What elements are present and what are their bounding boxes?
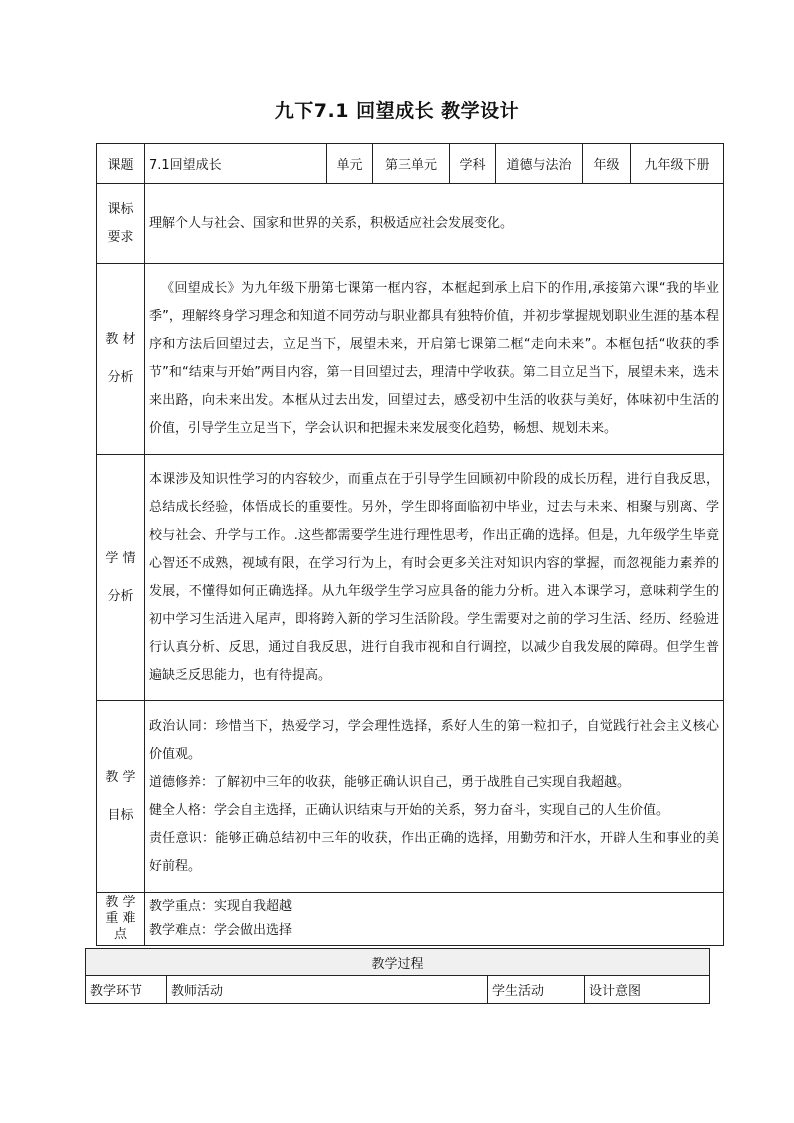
- students-label: 学 情 分析: [97, 455, 145, 701]
- goal-political: 政治认同：珍惜当下，热爱学习，学会理性选择，系好人生的第一粒扣子，自觉践行社会主义核心价值观。: [149, 718, 719, 762]
- header-row: [97, 144, 724, 184]
- course-value: 7.1回望成长: [145, 144, 327, 184]
- unit-value: 第三单元: [373, 144, 450, 184]
- grade-label: 年级: [583, 144, 631, 184]
- process-table: [85, 948, 710, 1004]
- col-student-activity: 学生活动: [488, 976, 585, 1004]
- standard-label: 课标 要求: [97, 184, 145, 264]
- lesson-plan-table: [96, 143, 724, 946]
- goal-moral: 道德修养：了解初中三年的收获，能够正确认识自己，勇于战胜自己实现自我超越。: [149, 774, 631, 790]
- textbook-label: 教 材 分析: [97, 264, 145, 455]
- process-title-row: [86, 949, 710, 976]
- goals-row: [97, 701, 724, 893]
- textbook-text: 《回望成长》为九年级下册第七课第一框内容，本框起到承上启下的作用,承接第六课“我的毕业季”，理解终身学习理念和知道不同劳动与职业都具有独特价值，并初步掌握规划职业生涯的基本程序和方法后回望过去，立足当下，展望未来，开启第七课第二框“走向未来”。本框包括“收获的季节”和“结束与开始”两目内容，第一目回望过去，理清中学收获。第二目立足当下，展望未来，选未来出路，向未来出发。本框从过去出发，回望过去，感受初中生活的收获与美好，体味初中生活的价值，引导学生立足当下，学会认识和把握未来发展变化趋势，畅想、规划未来。: [145, 264, 724, 455]
- subject-value: 道德与法治: [496, 144, 583, 184]
- goals-label: 教 学 目标: [97, 701, 145, 893]
- textbook-row: [97, 264, 724, 455]
- students-text: 本课涉及知识性学习的内容较少，而重点在于引导学生回顾初中阶段的成长历程，进行自我反思，总结成长经验，体悟成长的重要性。另外，学生即将面临初中毕业，过去与未来、相聚与别离、学校与社会、升学与工作。.这些都需要学生进行理性思考，作出正确的选择。但是，九年级学生毕竟心智还不成熟，视域有限，在学习行为上，有时会更多关注对知识内容的掌握，而忽视能力素养的发展，不懂得如何正确选择。从九年级学生学习应具备的能力分析。进入本课学习，意味莉学生的初中学习生活进入尾声，即将跨入新的学习生活阶段。学生需要对之前的学习生活、经历、经验进行认真分析、反思，通过自我反思，进行自我市视和自行调控，以减少自我发展的障碍。但学生普遍缺乏反思能力，也有待提高。: [145, 455, 724, 701]
- keypoints-row: [97, 893, 724, 946]
- col-teaching-stage: 教学环节: [86, 976, 167, 1004]
- goals-content: [145, 701, 724, 893]
- teaching-difficulty: 教学难点：学会做出选择: [149, 923, 293, 938]
- col-design-intent: 设计意图: [585, 976, 710, 1004]
- process-header-row: [86, 976, 710, 1004]
- teaching-focus: 教学重点：实现自我超越: [149, 899, 293, 914]
- keypoints-label: 教 学 重 难 点: [97, 893, 145, 946]
- process-title: 教学过程: [86, 949, 710, 976]
- keypoints-content: [145, 893, 724, 946]
- course-label: 课题: [97, 144, 145, 184]
- goal-responsibility: 责任意识：能够正确总结初中三年的收获，作出正确的选择，用勤劳和汗水，开辟人生和事业的美好前程。: [149, 830, 719, 874]
- grade-value: 九年级下册: [631, 144, 724, 184]
- standard-text: 理解个人与社会、国家和世界的关系，积极适应社会发展变化。: [145, 184, 724, 264]
- unit-label: 单元: [327, 144, 373, 184]
- page-title: 九下7.1 回望成长 教学设计: [274, 100, 520, 122]
- goal-personality: 健全人格：学会自主选择，正确认识结束与开始的关系，努力奋斗，实现自己的人生价值。: [149, 802, 670, 818]
- students-row: [97, 455, 724, 701]
- subject-label: 学科: [450, 144, 496, 184]
- col-teacher-activity: 教师活动: [167, 976, 488, 1004]
- standard-row: [97, 184, 724, 264]
